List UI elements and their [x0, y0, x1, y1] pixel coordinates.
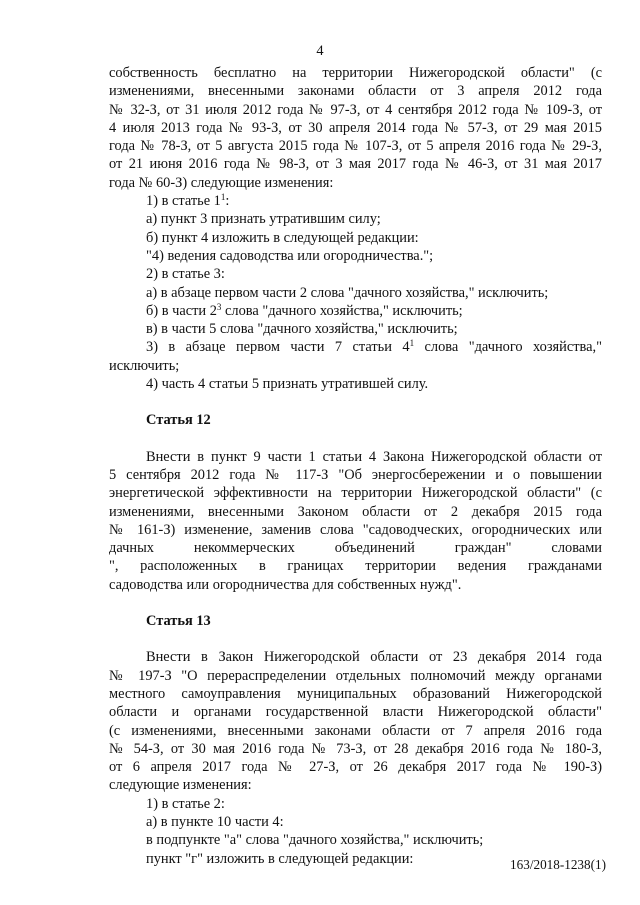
list-item: в) в части 5 слова "дачного хозяйства," исключить;	[146, 321, 458, 338]
list-item: 2) в статье 3:	[146, 266, 225, 283]
text-line: садоводства или огородничества для собственных нужд".	[109, 576, 462, 593]
article-heading: Статья 12	[146, 412, 211, 429]
text-line: 4 июля 2013 года № 93-З, от 30 апреля 2014 года № 57-З, от 29 мая 2015	[109, 119, 602, 136]
list-item: "4) ведения садоводства или огородничества.";	[146, 247, 434, 264]
list-item: 1) в статье $1^1$:	[146, 192, 230, 210]
text-line: Внести в пункт 9 части 1 статьи 4 Закона Нижегородской области от	[146, 448, 602, 465]
list-item: 4) часть 4 статьи 5 признать утратившей силу.	[146, 376, 429, 393]
text-line: 5 сентября 2012 года № 117-З "Об энергосбережении и о повышении	[109, 466, 602, 483]
text-line: ", расположенных в границах территории ведения гражданами	[109, 558, 602, 575]
text-line: года № 78-З, от 5 августа 2015 года № 107-З, от 5 апреля 2016 года № 29-З,	[109, 138, 602, 155]
text-line: изменениями, внесенными Законом области от 2 декабря 2015 года	[109, 503, 602, 520]
text-line: следующие изменения:	[109, 777, 252, 794]
text-line: от 6 апреля 2017 года № 27-З, от 26 декабря 2017 года № 190-З)	[109, 759, 602, 776]
list-item: в подпункте "а" слова "дачного хозяйства," исключить;	[146, 832, 484, 849]
text-line: области и органами государственной власти Нижегородской области"	[109, 704, 602, 721]
text-line: года № 60-З) следующие изменения:	[109, 174, 334, 191]
list-item: пункт "г" изложить в следующей редакции:	[146, 850, 414, 867]
text-line: местного самоуправления муниципальных образований Нижегородской	[109, 685, 602, 702]
text-line: собственность бесплатно на территории Нижегородской области" (с	[109, 65, 602, 81]
list-item: а) в пункте 10 части 4:	[146, 813, 284, 830]
text-line: от 21 июня 2016 года № 98-З, от 3 мая 2017 года № 46-З, от 31 мая 2017	[109, 156, 602, 173]
article-heading: Статья 13	[146, 613, 211, 630]
text-line: Внести в Закон Нижегородской области от 23 декабря 2014 года	[146, 649, 602, 666]
page-number: 4	[316, 43, 324, 59]
document-body	[109, 64, 602, 868]
text-line: № 32-З, от 31 июля 2012 года № 97-З, от 4 сентября 2012 года № 109-З, от	[109, 101, 602, 118]
list-item: 1) в статье 2:	[146, 795, 225, 812]
text-line: № 197-З "О перераспределении отдельных полномочий между органами	[109, 667, 602, 684]
text-line: дачных некоммерческих объединений граждан" словами	[109, 540, 602, 557]
text-line: изменениями, внесенными законами области от 3 апреля 2012 года	[109, 83, 602, 100]
list-item: а) в абзаце первом части 2 слова "дачного хозяйства," исключить;	[146, 284, 549, 301]
text-line: энергетической эффективности на территории Нижегородской области" (с	[109, 485, 602, 502]
list-item: а) пункт 3 признать утратившим силу;	[146, 211, 381, 228]
list-item: б) пункт 4 изложить в следующей редакции:	[146, 229, 419, 246]
document-code: 163/2018-1238(1)	[510, 857, 606, 872]
text-line: № 54-З, от 30 мая 2016 года № 73-З, от 28 декабря 2016 года № 180-З,	[109, 740, 602, 757]
text-line: № 161-З) изменение, заменив слова "садоводческих, огороднических или	[109, 521, 602, 538]
text-line: (с изменениями, внесенными законами области от 7 апреля 2016 года	[109, 722, 602, 739]
list-item: 3) в абзаце первом части 7 статьи $4^1$ слова "дачного хозяйства,"	[146, 338, 603, 356]
text-line: исключить;	[109, 357, 180, 374]
list-item: б) в части $2^3$ слова "дачного хозяйства," исключить;	[146, 301, 463, 319]
